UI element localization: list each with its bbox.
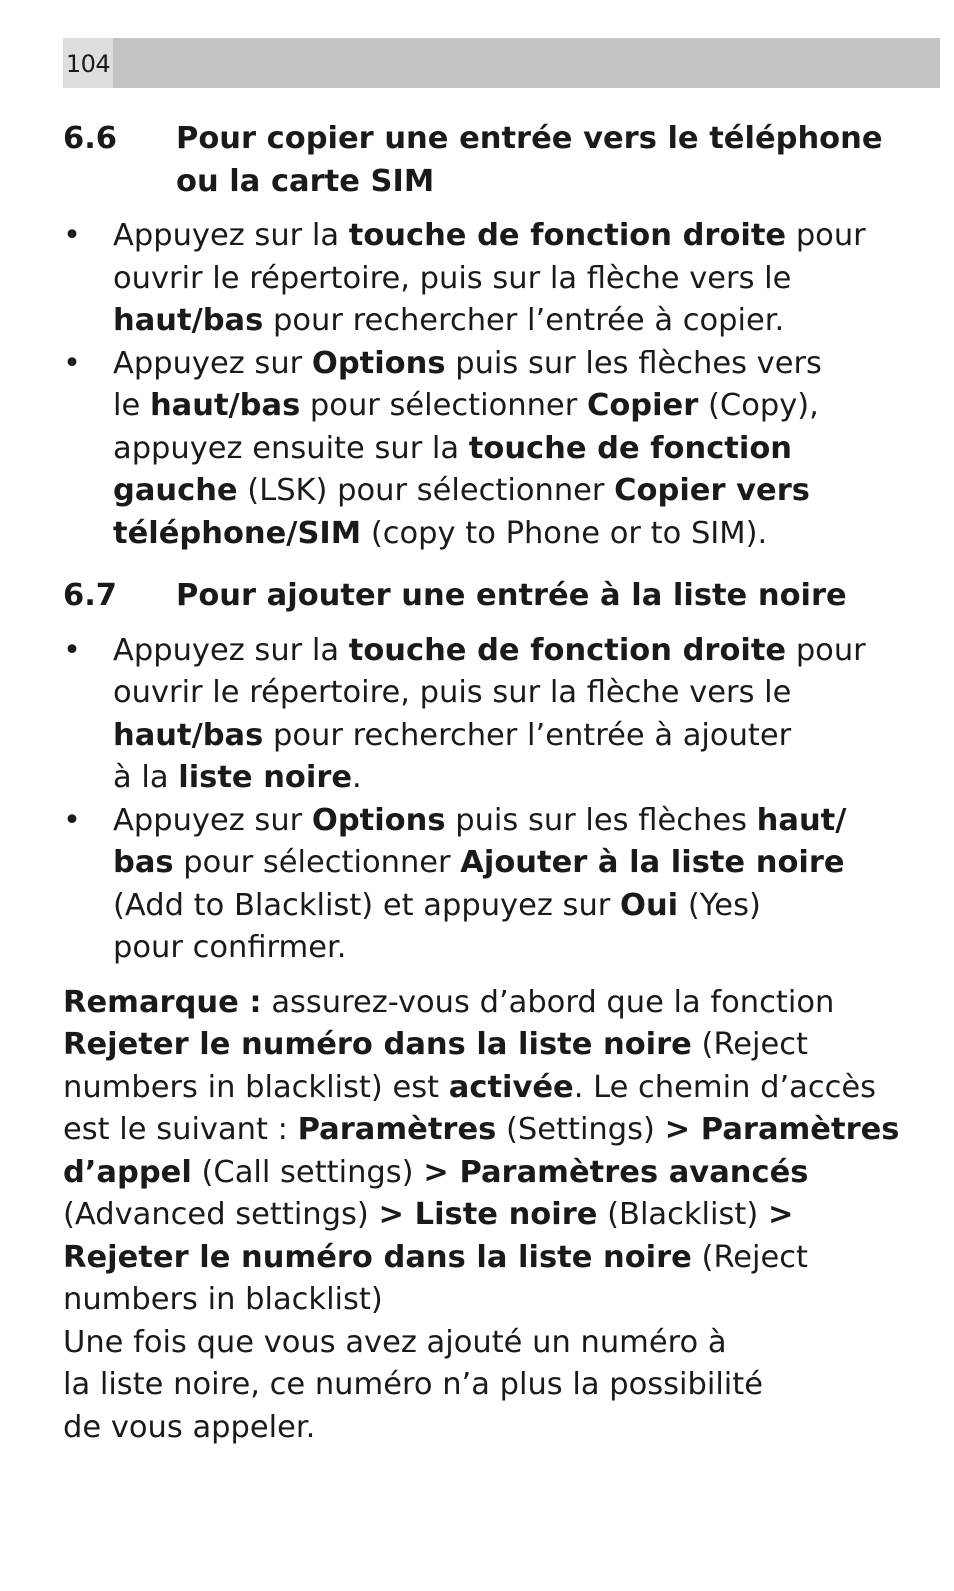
bold-term: > Liste noire xyxy=(378,1197,598,1232)
text-line xyxy=(113,885,943,928)
bold-term: gauche xyxy=(113,473,238,508)
text-run: pour sélectionner xyxy=(300,388,587,423)
text-line xyxy=(63,1024,943,1067)
text-line xyxy=(113,215,943,258)
section-6-7-heading xyxy=(63,575,943,618)
section-6-6-bullets xyxy=(63,215,943,555)
text-run: pour xyxy=(786,218,866,253)
text-line xyxy=(113,757,943,800)
text-line xyxy=(63,1364,943,1407)
section-6-6-heading xyxy=(63,118,943,203)
text-line xyxy=(113,842,943,885)
text-run: pour confirmer. xyxy=(113,930,347,965)
text-run: (Advanced settings) xyxy=(63,1197,379,1232)
bold-term: Copier xyxy=(586,388,699,423)
text-run: . xyxy=(352,760,362,795)
text-run: ouvrir le répertoire, puis sur la flèche vers le xyxy=(113,675,792,710)
text-run: pour sélectionner xyxy=(173,845,461,880)
bold-term: > Paramètres xyxy=(664,1112,900,1147)
section-number: 6.6 xyxy=(63,121,118,156)
text-line xyxy=(113,927,943,970)
section-title-line: ou la carte SIM xyxy=(176,163,435,199)
text-run: (Add to Blacklist) et appuyez sur xyxy=(113,887,621,923)
text-run: Appuyez sur xyxy=(113,345,312,381)
text-run: (LSK) pour sélectionner xyxy=(237,473,615,508)
bold-term: haut/ xyxy=(756,802,847,838)
text-run: (Blacklist) xyxy=(597,1197,768,1232)
text-run: le xyxy=(113,388,150,423)
bold-term: liste noire xyxy=(178,760,353,795)
text-line xyxy=(113,428,943,471)
text-run: assurez-vous d’abord que la fonction xyxy=(261,984,835,1020)
text-line xyxy=(113,300,943,343)
section-number: 6.7 xyxy=(63,578,118,613)
text-run: puis sur les flèches vers xyxy=(445,345,822,381)
text-line xyxy=(113,258,943,301)
text-line xyxy=(113,385,943,428)
bold-term: Ajouter à la liste noire xyxy=(460,845,845,880)
bold-term: Options xyxy=(311,802,446,838)
text-line xyxy=(63,982,943,1025)
text-line xyxy=(63,1237,943,1280)
text-run: ouvrir le répertoire, puis sur la flèche vers le xyxy=(113,260,792,296)
text-line xyxy=(113,672,943,715)
bold-term: haut/bas xyxy=(113,303,264,338)
section-title xyxy=(176,575,943,618)
bold-term: Oui xyxy=(620,887,679,923)
text-run: Appuyez sur xyxy=(113,802,312,838)
text-run: appuyez ensuite sur la xyxy=(113,430,469,466)
bold-term: haut/bas xyxy=(149,388,301,423)
bold-term: d’appel xyxy=(63,1154,192,1190)
text-run: (Copy), xyxy=(698,388,819,423)
text-line xyxy=(113,800,943,843)
text-line xyxy=(63,1194,943,1237)
page-header-bar xyxy=(63,38,940,88)
spacer xyxy=(63,555,943,575)
text-run: pour xyxy=(786,632,866,668)
text-run: (Reject xyxy=(691,1027,809,1062)
text-line xyxy=(63,1279,943,1322)
bold-term: touche de fonction droite xyxy=(348,218,787,253)
bullet-item xyxy=(63,800,943,970)
text-run: numbers in blacklist) xyxy=(63,1282,383,1317)
text-run: (Settings) xyxy=(496,1112,665,1147)
text-run: . Le chemin d’accès xyxy=(573,1069,877,1105)
section-title-line: Pour ajouter une entrée à la liste noire xyxy=(176,578,847,613)
text-run: pour rechercher l’entrée à ajouter xyxy=(263,717,792,753)
bold-term: Rejeter le numéro dans la liste noire xyxy=(63,1027,692,1062)
bullet-item xyxy=(63,343,943,556)
page-content xyxy=(63,118,943,1449)
bold-term: > xyxy=(767,1197,794,1232)
text-line xyxy=(113,343,943,386)
bold-term: Rejeter le numéro dans la liste noire xyxy=(63,1239,692,1275)
text-run: (Reject xyxy=(691,1239,809,1275)
text-run: à la xyxy=(113,760,179,795)
bold-term: Copier vers xyxy=(614,473,810,508)
text-run: Une fois que vous avez ajouté un numéro à xyxy=(63,1324,727,1360)
text-run: (Yes) xyxy=(678,887,761,923)
text-line xyxy=(63,1152,943,1195)
section-title xyxy=(176,118,943,203)
text-run: pour rechercher l’entrée à copier. xyxy=(263,303,785,338)
bullet-item xyxy=(63,215,943,343)
bold-term: Remarque : xyxy=(63,984,262,1020)
text-line xyxy=(63,1407,943,1450)
spacer xyxy=(63,970,943,982)
bold-term: Options xyxy=(311,345,446,381)
text-run: numbers in blacklist) est xyxy=(63,1069,449,1105)
text-run: Appuyez sur la xyxy=(113,218,349,253)
text-run: la liste noire, ce numéro n’a plus la possibilité xyxy=(63,1367,763,1402)
text-run: (Call settings) xyxy=(191,1154,424,1190)
section-6-7-bullets xyxy=(63,630,943,970)
text-line xyxy=(113,630,943,673)
bold-term: téléphone/SIM xyxy=(113,515,362,551)
text-line xyxy=(113,715,943,758)
page-number: 104 xyxy=(63,38,113,88)
text-run: est le suivant : xyxy=(63,1112,298,1147)
bold-term: activée xyxy=(448,1069,574,1105)
text-run: Appuyez sur la xyxy=(113,632,349,668)
text-run: de vous appeler. xyxy=(63,1409,316,1445)
bold-term: touche de fonction droite xyxy=(348,632,787,668)
bullet-item xyxy=(63,630,943,800)
text-line xyxy=(63,1067,943,1110)
bold-term: Paramètres xyxy=(297,1112,497,1147)
section-title-line: Pour copier une entrée vers le téléphone xyxy=(176,121,883,156)
text-line xyxy=(63,1109,943,1152)
spacer xyxy=(63,203,943,215)
text-line xyxy=(113,470,943,513)
bold-term: haut/bas xyxy=(113,717,264,753)
text-line xyxy=(113,513,943,556)
bold-term: touche de fonction xyxy=(468,430,792,466)
bold-term: bas xyxy=(113,845,174,880)
bold-term: > Paramètres avancés xyxy=(423,1154,809,1190)
text-run: puis sur les flèches xyxy=(445,802,757,838)
text-run: (copy to Phone or to SIM). xyxy=(361,515,768,551)
note-paragraph xyxy=(63,982,943,1450)
text-line xyxy=(63,1322,943,1365)
spacer xyxy=(63,618,943,630)
